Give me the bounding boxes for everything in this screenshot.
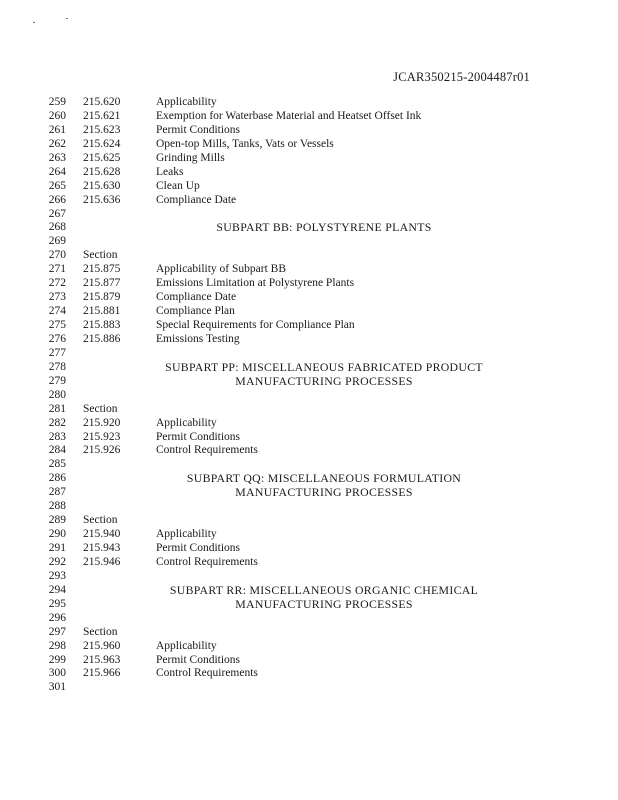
document-line bbox=[0, 403, 618, 417]
document-line bbox=[0, 305, 618, 319]
section-number: 215.943 bbox=[83, 542, 121, 554]
document-line bbox=[0, 180, 618, 194]
line-number: 281 bbox=[48, 402, 66, 415]
line-number: 263 bbox=[48, 151, 66, 164]
line-number: 288 bbox=[48, 500, 66, 513]
section-title: Compliance Date bbox=[156, 193, 237, 206]
line-number: 293 bbox=[48, 569, 66, 582]
section-number: 215.877 bbox=[83, 277, 121, 290]
section-column-label: Section bbox=[83, 402, 118, 415]
document-line bbox=[0, 124, 618, 138]
line-number: 280 bbox=[48, 388, 66, 401]
document-line bbox=[0, 221, 618, 235]
document-line bbox=[0, 514, 618, 528]
document-line bbox=[0, 654, 618, 668]
section-number: 215.883 bbox=[83, 319, 121, 331]
subpart-heading: SUBPART PP: MISCELLANEOUS FABRICATED PRODUCT bbox=[165, 359, 483, 374]
section-column-label: Section bbox=[83, 625, 118, 638]
document-line bbox=[0, 333, 618, 347]
document-line bbox=[0, 110, 618, 124]
section-number: 215.966 bbox=[83, 667, 121, 680]
line-number: 289 bbox=[48, 514, 66, 527]
document-line bbox=[0, 472, 618, 486]
section-title: Control Requirements bbox=[156, 667, 258, 680]
document-line bbox=[0, 375, 618, 389]
document-line bbox=[0, 556, 618, 570]
section-number: 215.628 bbox=[83, 165, 121, 178]
line-number: 277 bbox=[48, 346, 66, 359]
document-line bbox=[0, 640, 618, 654]
line-number: 266 bbox=[48, 193, 66, 206]
line-number: 283 bbox=[48, 430, 66, 443]
section-title: Permit Conditions bbox=[156, 430, 241, 443]
document-line bbox=[0, 612, 618, 626]
section-number: 215.963 bbox=[83, 653, 121, 666]
section-title: Permit Conditions bbox=[156, 123, 241, 136]
section-number: 215.940 bbox=[83, 528, 121, 541]
document-line bbox=[0, 681, 618, 695]
section-number: 215.879 bbox=[83, 291, 121, 304]
line-number: 269 bbox=[48, 235, 66, 248]
section-title: Emissions Testing bbox=[156, 332, 240, 345]
line-number: 270 bbox=[48, 249, 66, 262]
document-line bbox=[0, 249, 618, 263]
section-title: Open-top Mills, Tanks, Vats or Vessels bbox=[156, 137, 334, 150]
line-number: 262 bbox=[48, 137, 66, 150]
document-line bbox=[0, 319, 618, 333]
line-number: 278 bbox=[48, 360, 66, 373]
section-title: Compliance Date bbox=[156, 291, 237, 304]
line-number: 299 bbox=[48, 653, 66, 666]
line-number: 267 bbox=[48, 207, 66, 220]
line-number: 272 bbox=[48, 277, 66, 290]
subpart-heading: MANUFACTURING PROCESSES bbox=[235, 373, 413, 388]
section-number: 215.624 bbox=[83, 137, 121, 150]
subpart-heading: SUBPART BB: POLYSTYRENE PLANTS bbox=[216, 220, 432, 235]
document-line bbox=[0, 194, 618, 208]
numbered-lines bbox=[0, 96, 618, 695]
document-line bbox=[0, 500, 618, 514]
line-number: 275 bbox=[48, 319, 66, 331]
line-number: 298 bbox=[48, 639, 66, 652]
document-line bbox=[0, 444, 618, 458]
section-number: 215.636 bbox=[83, 193, 121, 206]
section-title: Leaks bbox=[156, 165, 184, 178]
document-line bbox=[0, 152, 618, 166]
section-number: 215.875 bbox=[83, 263, 121, 276]
section-number: 215.630 bbox=[83, 179, 121, 192]
document-line bbox=[0, 263, 618, 277]
document-line bbox=[0, 96, 618, 110]
document-id: JCAR350215-2004487r01 bbox=[393, 70, 530, 84]
document-line bbox=[0, 417, 618, 431]
section-title: Applicability bbox=[156, 96, 217, 108]
section-number: 215.625 bbox=[83, 151, 121, 164]
section-title: Compliance Plan bbox=[156, 305, 235, 318]
section-title: Applicability of Subpart BB bbox=[156, 263, 287, 276]
document-line bbox=[0, 667, 618, 681]
document-line bbox=[0, 166, 618, 180]
section-number: 215.623 bbox=[83, 123, 121, 136]
line-number: 286 bbox=[48, 472, 66, 485]
document-line bbox=[0, 361, 618, 375]
line-number: 268 bbox=[48, 221, 66, 234]
line-number: 292 bbox=[48, 555, 66, 568]
line-number: 282 bbox=[48, 416, 66, 429]
line-number: 279 bbox=[48, 374, 66, 387]
document-line bbox=[0, 570, 618, 584]
line-number: 273 bbox=[48, 291, 66, 304]
document-line bbox=[0, 138, 618, 152]
document-line bbox=[0, 235, 618, 249]
subpart-heading: SUBPART RR: MISCELLANEOUS ORGANIC CHEMICAL bbox=[169, 582, 479, 597]
section-title: Applicability bbox=[156, 528, 217, 541]
line-number: 295 bbox=[48, 597, 66, 610]
line-number: 276 bbox=[48, 332, 66, 345]
document-line bbox=[0, 277, 618, 291]
section-title: Emissions Limitation at Polystyrene Plants bbox=[156, 277, 355, 290]
section-title: Permit Conditions bbox=[156, 653, 241, 666]
line-number: 284 bbox=[48, 444, 66, 457]
line-number: 291 bbox=[48, 542, 66, 554]
section-title: Exemption for Waterbase Material and Heatset Offset Ink bbox=[156, 109, 422, 122]
section-title: Control Requirements bbox=[156, 555, 258, 568]
scan-speck bbox=[66, 18, 68, 19]
section-column-label: Section bbox=[83, 514, 118, 527]
subpart-heading: MANUFACTURING PROCESSES bbox=[235, 596, 413, 611]
section-column-label: Section bbox=[83, 249, 118, 262]
line-number: 301 bbox=[48, 681, 66, 694]
document-line bbox=[0, 431, 618, 445]
document-line bbox=[0, 458, 618, 472]
line-number: 271 bbox=[48, 263, 66, 276]
section-title: Control Requirements bbox=[156, 444, 258, 457]
section-number: 215.620 bbox=[83, 96, 121, 108]
section-number: 215.946 bbox=[83, 555, 121, 568]
scan-speck bbox=[33, 22, 35, 23]
document-line bbox=[0, 389, 618, 403]
section-title: Special Requirements for Compliance Plan bbox=[156, 319, 355, 331]
line-number: 261 bbox=[48, 123, 66, 136]
section-number: 215.621 bbox=[83, 109, 121, 122]
line-number: 300 bbox=[48, 667, 66, 680]
line-number: 264 bbox=[48, 165, 66, 178]
section-title: Grinding Mills bbox=[156, 151, 225, 164]
section-title: Clean Up bbox=[156, 179, 200, 192]
line-number: 274 bbox=[48, 305, 66, 318]
line-number: 297 bbox=[48, 625, 66, 638]
document-line bbox=[0, 208, 618, 222]
section-number: 215.886 bbox=[83, 332, 121, 345]
line-number: 285 bbox=[48, 458, 66, 471]
document-line bbox=[0, 584, 618, 598]
section-title: Applicability bbox=[156, 639, 217, 652]
document-line bbox=[0, 626, 618, 640]
line-number: 260 bbox=[48, 109, 66, 122]
document-line bbox=[0, 347, 618, 361]
line-number: 296 bbox=[48, 611, 66, 624]
document-line bbox=[0, 542, 618, 556]
subpart-heading: MANUFACTURING PROCESSES bbox=[235, 485, 413, 500]
section-number: 215.881 bbox=[83, 305, 121, 318]
line-number: 287 bbox=[48, 486, 66, 499]
line-number: 294 bbox=[48, 583, 66, 596]
line-number: 290 bbox=[48, 528, 66, 541]
line-number: 259 bbox=[48, 96, 66, 108]
document-line bbox=[0, 598, 618, 612]
document-line bbox=[0, 291, 618, 305]
line-number: 265 bbox=[48, 179, 66, 192]
section-title: Applicability bbox=[156, 416, 217, 429]
section-title: Permit Conditions bbox=[156, 542, 241, 554]
section-number: 215.923 bbox=[83, 430, 121, 443]
section-number: 215.926 bbox=[83, 444, 121, 457]
subpart-heading: SUBPART QQ: MISCELLANEOUS FORMULATION bbox=[186, 471, 462, 486]
section-number: 215.960 bbox=[83, 639, 121, 652]
section-number: 215.920 bbox=[83, 416, 121, 429]
document-line bbox=[0, 528, 618, 542]
document-line bbox=[0, 486, 618, 500]
